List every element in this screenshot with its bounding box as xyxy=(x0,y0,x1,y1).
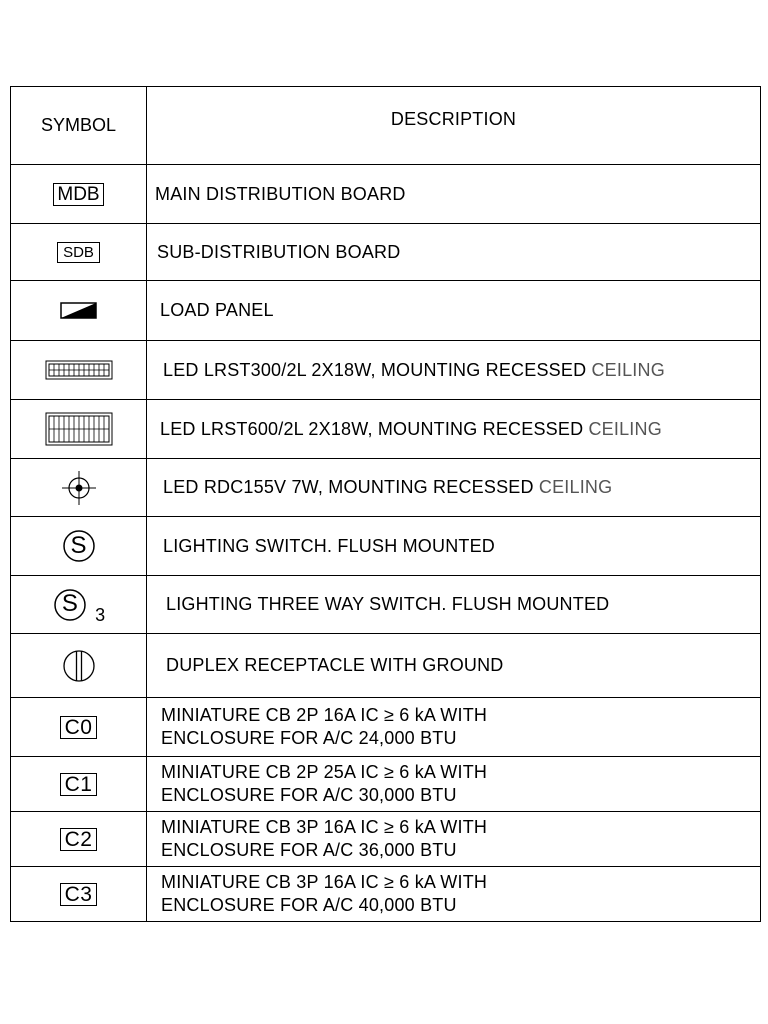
description-cell: LOAD PANEL xyxy=(147,281,761,341)
description-line-1: MINIATURE CB 2P 25A IC ≥ 6 kA WITH xyxy=(161,762,488,782)
table-row xyxy=(11,165,761,224)
table-row xyxy=(11,400,761,459)
description-line-2: ENCLOSURE FOR A/C 40,000 BTU xyxy=(161,895,457,915)
description-cell xyxy=(147,812,761,867)
symbol-legend-table xyxy=(10,86,761,922)
description-cell xyxy=(147,757,761,812)
table-row xyxy=(11,757,761,812)
description-tail-text: CEILING xyxy=(588,418,662,439)
table-header-row xyxy=(11,87,761,165)
description-cell xyxy=(147,459,761,517)
breaker-c3-symbol: C3 xyxy=(60,883,98,906)
mdb-symbol: MDB xyxy=(53,183,103,206)
table-row xyxy=(11,341,761,400)
description-cell: SUB-DISTRIBUTION BOARD xyxy=(147,224,761,281)
symbol-cell xyxy=(11,341,147,400)
breaker-c0-symbol: C0 xyxy=(60,716,98,739)
symbol-cell xyxy=(11,517,147,576)
description-line-2: ENCLOSURE FOR A/C 30,000 BTU xyxy=(161,785,457,805)
description-line-1: MINIATURE CB 3P 16A IC ≥ 6 kA WITH xyxy=(161,872,488,892)
symbol-cell xyxy=(11,634,147,698)
symbol-cell xyxy=(11,698,147,757)
description-tail-text: CEILING xyxy=(591,359,665,380)
led-lrst600-icon xyxy=(45,412,113,446)
description-cell: LIGHTING THREE WAY SWITCH. FLUSH MOUNTED xyxy=(147,576,761,634)
three-way-switch-symbol xyxy=(53,587,106,626)
switch-subscript: 3 xyxy=(95,605,106,626)
table-row xyxy=(11,812,761,867)
breaker-c2-symbol: C2 xyxy=(60,828,98,851)
table-row xyxy=(11,576,761,634)
description-line-2: ENCLOSURE FOR A/C 24,000 BTU xyxy=(161,728,457,748)
symbol-cell xyxy=(11,576,147,634)
description-text: LED LRST600/2L 2X18W, MOUNTING RECESSED xyxy=(160,418,584,439)
symbol-cell xyxy=(11,165,147,224)
description-column-header: DESCRIPTION xyxy=(147,87,761,165)
description-tail-text: CEILING xyxy=(538,477,613,497)
description-cell xyxy=(147,867,761,922)
description-cell: DUPLEX RECEPTACLE WITH GROUND xyxy=(147,634,761,698)
description-cell xyxy=(147,341,761,400)
description-text: LED RDC155V 7W, MOUNTING RECESSED xyxy=(163,477,534,497)
breaker-c1-symbol: C1 xyxy=(60,773,98,796)
description-line-2: ENCLOSURE FOR A/C 36,000 BTU xyxy=(161,840,457,860)
description-line-1: MINIATURE CB 3P 16A IC ≥ 6 kA WITH xyxy=(161,817,488,837)
symbol-cell xyxy=(11,757,147,812)
table-row xyxy=(11,698,761,757)
description-text: LED LRST300/2L 2X18W, MOUNTING RECESSED xyxy=(163,359,587,380)
led-lrst300-icon xyxy=(45,360,113,380)
sdb-symbol: SDB xyxy=(57,242,100,263)
table-row xyxy=(11,517,761,576)
switch-symbol xyxy=(62,529,96,563)
symbol-cell xyxy=(11,459,147,517)
symbol-cell xyxy=(11,812,147,867)
symbol-cell xyxy=(11,224,147,281)
description-cell: MAIN DISTRIBUTION BOARD xyxy=(147,165,761,224)
symbol-cell xyxy=(11,281,147,341)
duplex-receptacle-icon xyxy=(61,648,97,684)
load-panel-icon xyxy=(60,301,98,321)
description-cell xyxy=(147,400,761,459)
symbol-column-header: SYMBOL xyxy=(11,87,147,165)
description-line-1: MINIATURE CB 2P 16A IC ≥ 6 kA WITH xyxy=(161,705,488,725)
switch-letter: S xyxy=(70,531,87,559)
table-row xyxy=(11,459,761,517)
downlight-icon xyxy=(59,468,99,508)
switch-letter: S xyxy=(61,590,78,618)
symbol-cell xyxy=(11,400,147,459)
description-cell xyxy=(147,698,761,757)
table-row xyxy=(11,867,761,922)
table-row xyxy=(11,281,761,341)
table-row xyxy=(11,224,761,281)
table-row xyxy=(11,634,761,698)
symbol-cell xyxy=(11,867,147,922)
description-cell: LIGHTING SWITCH. FLUSH MOUNTED xyxy=(147,517,761,576)
